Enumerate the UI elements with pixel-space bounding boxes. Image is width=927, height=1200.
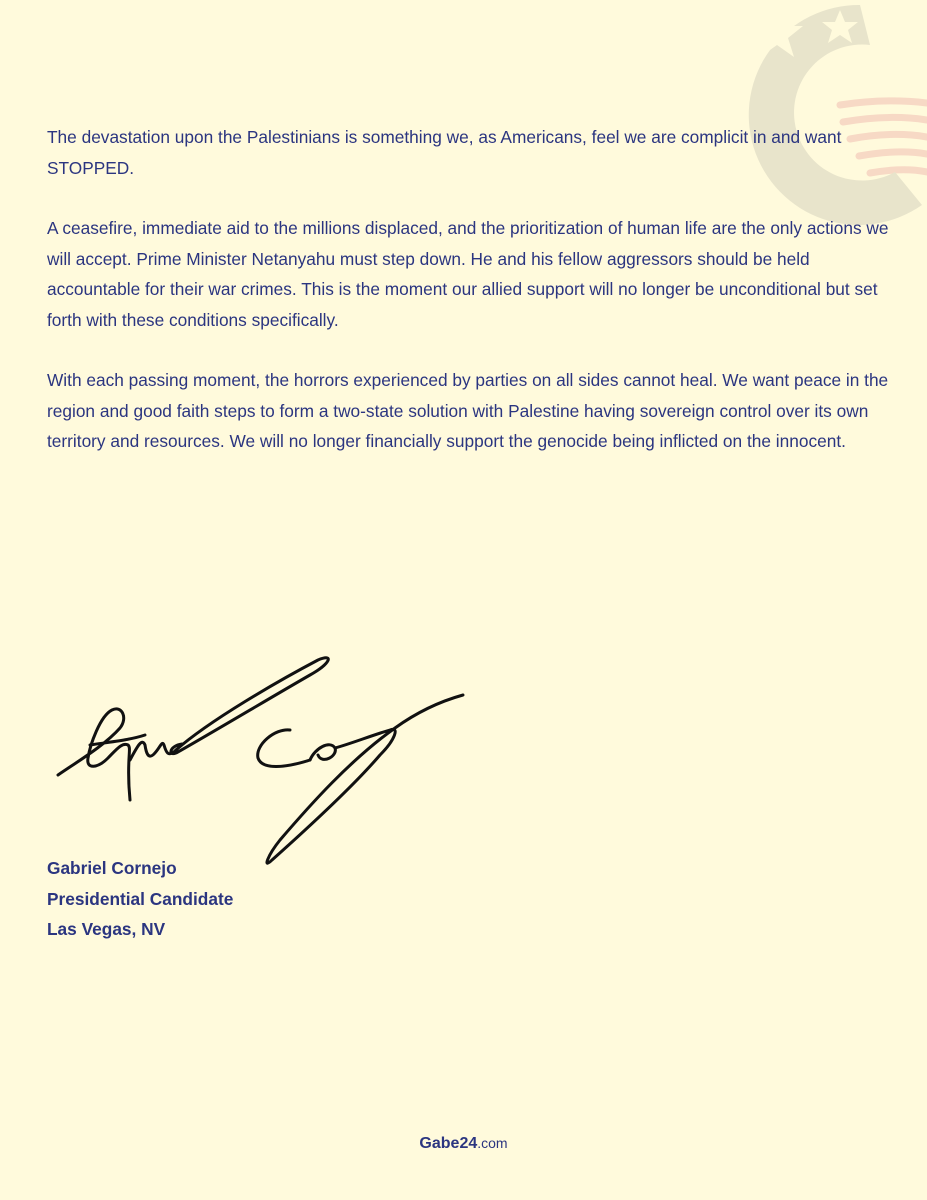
signature-block: [47, 853, 233, 945]
handwritten-signature-icon: [50, 650, 470, 875]
letter-paragraph-3: With each passing moment, the horrors experienced by parties on all sides cannot heal. We want peace in the region and good faith steps to form a two-state solution with Palestine having sovereign control over its own territory and resources. We will no longer financially support the genocide being inflicted on the innocent.: [47, 370, 889, 451]
letter-paragraph-2: A ceasefire, immediate aid to the millions displaced, and the prioritization of human life are the only actions we will accept. Prime Minister Netanyahu must step down. He and his fellow aggressors should be held accountable for their war crimes. This is the moment our allied support will no longer be unconditional but set forth with these conditions specifically.: [47, 218, 889, 330]
signer-location: Las Vegas, NV: [47, 919, 166, 939]
letter-body: [47, 122, 897, 487]
footer-website[interactable]: [0, 1135, 927, 1153]
footer-site-name: Gabe24: [419, 1135, 478, 1152]
footer-site-tld: .com: [477, 1135, 508, 1151]
signer-name: Gabriel Cornejo: [47, 858, 177, 878]
signer-title: Presidential Candidate: [47, 888, 234, 909]
letter-paragraph-1: The devastation upon the Palestinians is something we, as Americans, feel we are complicit in and want STOPPED.: [47, 127, 842, 178]
